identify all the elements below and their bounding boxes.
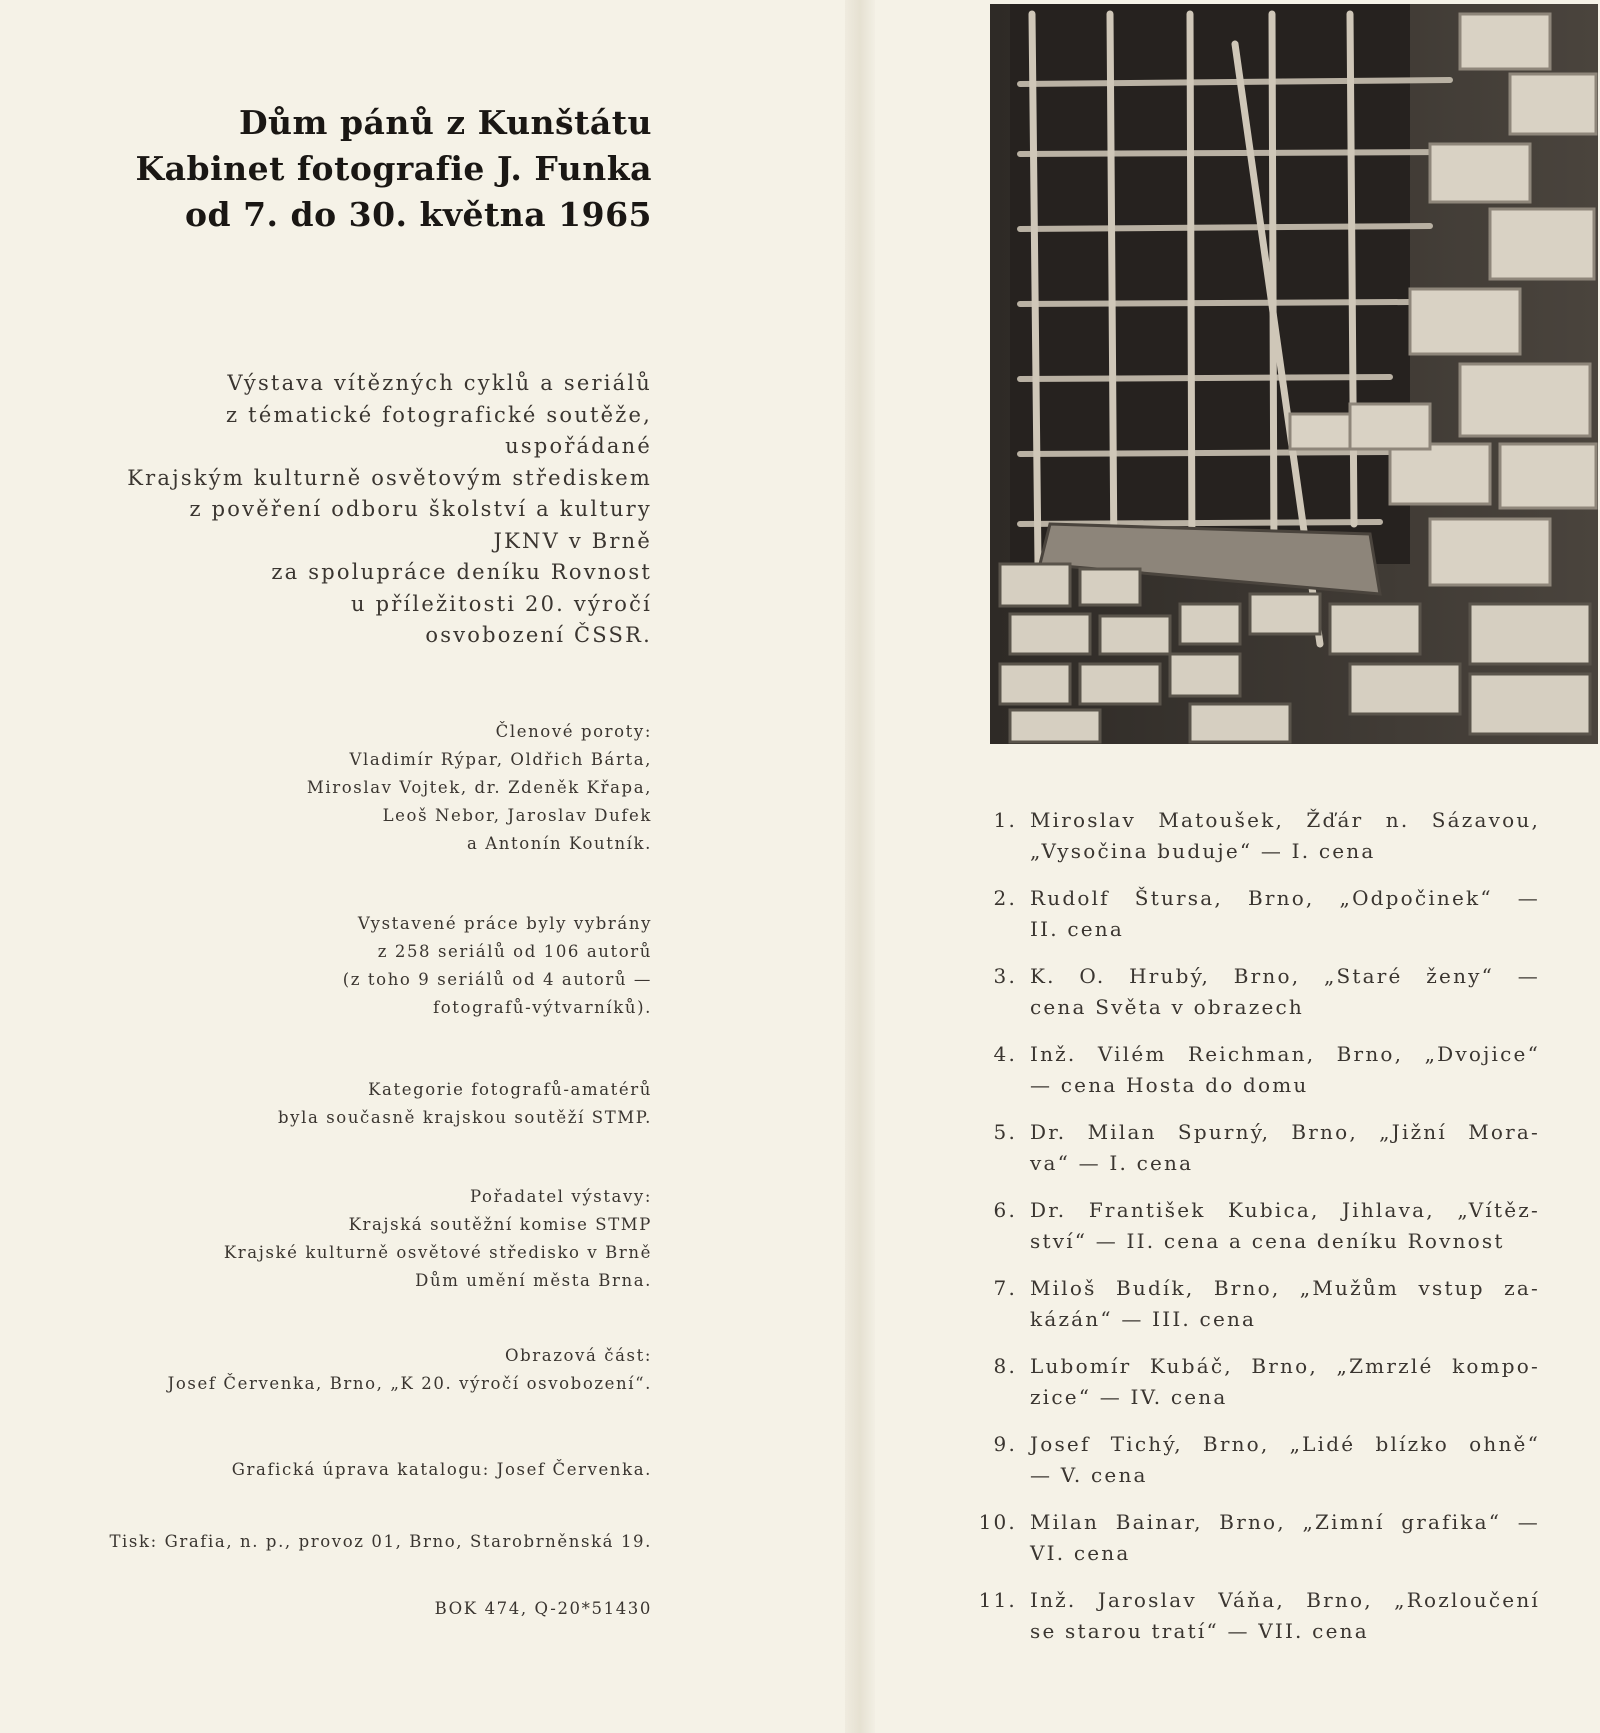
winner-item: [975, 1117, 1540, 1179]
winner-item: [975, 961, 1540, 1023]
heading-dates: od 7. do 30. května 1965: [185, 195, 652, 234]
photo-illustration: [990, 4, 1598, 744]
winner-number: 1.: [993, 808, 1017, 832]
winner-number: 4.: [993, 1042, 1017, 1066]
winner-number: 6.: [993, 1198, 1017, 1222]
winner-text: [1030, 883, 1540, 945]
winner-number: 8.: [993, 1354, 1017, 1378]
winner-text: [1030, 1429, 1540, 1491]
winner-item: [975, 1507, 1540, 1569]
winner-text: [1030, 1273, 1540, 1335]
category-line: byla současně krajskou soutěží STMP.: [277, 1108, 652, 1127]
intro-line: z tématické fotografické soutěže,: [226, 402, 652, 427]
winner-text: [1030, 1507, 1540, 1569]
winner-line: kázán“ — III. cena: [1030, 1307, 1257, 1331]
winner-line: Josef Tichý, Brno, „Lidé blízko ohně“: [1030, 1432, 1540, 1456]
heading-venue: Dům pánů z Kunštátu: [238, 103, 652, 142]
winner-text: [1030, 1351, 1540, 1413]
winner-number: 11.: [978, 1588, 1017, 1612]
organizer-title: Pořadatel výstavy:: [470, 1187, 652, 1206]
winner-item: [975, 1429, 1540, 1491]
winner-line: Dr. František Kubica, Jihlava, „Vítěz-: [1030, 1198, 1540, 1222]
selection-line: fotografů-výtvarníků).: [433, 998, 652, 1017]
winner-line: va“ — I. cena: [1030, 1151, 1194, 1175]
winner-item: [975, 1195, 1540, 1257]
winner-item: [975, 1273, 1540, 1335]
intro-line: Výstava vítězných cyklů a seriálů: [227, 371, 652, 395]
category-note: [60, 1076, 652, 1132]
winner-item: [975, 1585, 1540, 1647]
winner-line: „Vysočina buduje“ — I. cena: [1030, 839, 1376, 863]
intro-line: Krajským kulturně osvětovým střediskem: [127, 465, 652, 490]
category-line: Kategorie fotografů-amatérů: [368, 1080, 652, 1099]
winner-item: [975, 1351, 1540, 1413]
winner-line: Lubomír Kubáč, Brno, „Zmrzlé kompo-: [1030, 1354, 1540, 1378]
winner-line: Inž. Jaroslav Váňa, Brno, „Rozloučení: [1030, 1588, 1540, 1612]
winner-line: se starou tratí“ — VII. cena: [1030, 1619, 1369, 1643]
winner-number: 7.: [993, 1276, 1017, 1300]
pictorial-line: Josef Červenka, Brno, „K 20. výročí osvobození“.: [167, 1374, 652, 1393]
winner-item: [975, 805, 1540, 867]
winner-line: Rudolf Štursa, Brno, „Odpočinek“ —: [1030, 886, 1540, 910]
exhibition-heading: [60, 100, 652, 238]
winner-text: [1030, 1117, 1540, 1179]
winner-line: II. cena: [1030, 917, 1124, 941]
winner-item: [975, 1039, 1540, 1101]
pictorial-section: [60, 1342, 652, 1398]
heading-cabinet: Kabinet fotografie J. Funka: [135, 149, 652, 188]
selection-line: (z toho 9 seriálů od 4 autorů —: [342, 970, 652, 989]
intro-line: osvobození ČSSR.: [425, 623, 652, 647]
winner-line: VI. cena: [1030, 1541, 1131, 1565]
jury-section: [60, 718, 652, 858]
winner-line: ství“ — II. cena a cena deníku Rovnost: [1030, 1229, 1505, 1253]
winners-list: [975, 805, 1540, 1663]
organizer-section: [60, 1183, 652, 1295]
organizer-line: Krajské kulturně osvětové středisko v Brně: [223, 1243, 652, 1262]
graphics-line: Grafická úprava katalogu: Josef Červenka.: [231, 1460, 652, 1479]
winner-text: [1030, 1039, 1540, 1101]
winner-number: 5.: [993, 1120, 1017, 1144]
selection-note: [60, 910, 652, 1022]
selection-line: Vystavené práce byly vybrány: [357, 914, 652, 933]
pictorial-title: Obrazová část:: [505, 1346, 652, 1365]
intro-line: u příležitosti 20. výročí: [351, 591, 652, 616]
print-credit: [60, 1528, 652, 1556]
page-gutter: [845, 0, 875, 1733]
winner-number: 9.: [993, 1432, 1017, 1456]
winner-line: Miroslav Matoušek, Žďár n. Sázavou,: [1030, 808, 1540, 832]
jury-title: Členové poroty:: [495, 722, 652, 741]
winner-number: 10.: [978, 1510, 1017, 1534]
winner-line: Dr. Milan Spurný, Brno, „Jižní Mora-: [1030, 1120, 1540, 1144]
winner-line: Milan Bainar, Brno, „Zimní grafika“ —: [1030, 1510, 1540, 1534]
winner-number: 3.: [993, 964, 1017, 988]
jury-line: Vladimír Rýpar, Oldřich Bárta,: [349, 750, 652, 769]
organizer-line: Krajská soutěžní komise STMP: [348, 1215, 652, 1234]
intro-paragraph: [60, 368, 652, 652]
winner-line: cena Světa v obrazech: [1030, 995, 1304, 1019]
jury-line: a Antonín Koutník.: [467, 834, 652, 853]
winner-line: — cena Hosta do domu: [1030, 1073, 1309, 1097]
jury-line: Leoš Nebor, Jaroslav Dufek: [382, 806, 652, 825]
winner-text: [1030, 805, 1540, 867]
winner-text: [1030, 961, 1540, 1023]
winner-line: zice“ — IV. cena: [1030, 1385, 1228, 1409]
jury-line: Miroslav Vojtek, dr. Zdeněk Křapa,: [306, 778, 652, 797]
organizer-line: Dům umění města Brna.: [415, 1271, 652, 1290]
intro-line: z pověření odboru školství a kultury: [189, 497, 652, 521]
bok-code: [60, 1595, 652, 1623]
winner-line: — V. cena: [1030, 1463, 1148, 1487]
winner-item: [975, 883, 1540, 945]
bok-line: BOK 474, Q-20*51430: [434, 1599, 652, 1618]
print-line: Tisk: Grafia, n. p., provoz 01, Brno, Starobrněnská 19.: [109, 1532, 652, 1551]
winner-line: K. O. Hrubý, Brno, „Staré ženy“ —: [1030, 964, 1540, 988]
selection-line: z 258 seriálů od 106 autorů: [377, 942, 652, 961]
winner-line: Inž. Vilém Reichman, Brno, „Dvojice“: [1030, 1042, 1540, 1066]
intro-line: uspořádané: [505, 434, 652, 458]
graphics-credit: [60, 1456, 652, 1484]
winner-number: 2.: [993, 886, 1017, 910]
winner-text: [1030, 1195, 1540, 1257]
barred-window-photo: [990, 4, 1598, 744]
winner-text: [1030, 1585, 1540, 1647]
intro-line: za spolupráce deníku Rovnost: [271, 560, 652, 584]
intro-line: JKNV v Brně: [493, 528, 652, 553]
winner-line: Miloš Budík, Brno, „Mužům vstup za-: [1030, 1276, 1540, 1300]
